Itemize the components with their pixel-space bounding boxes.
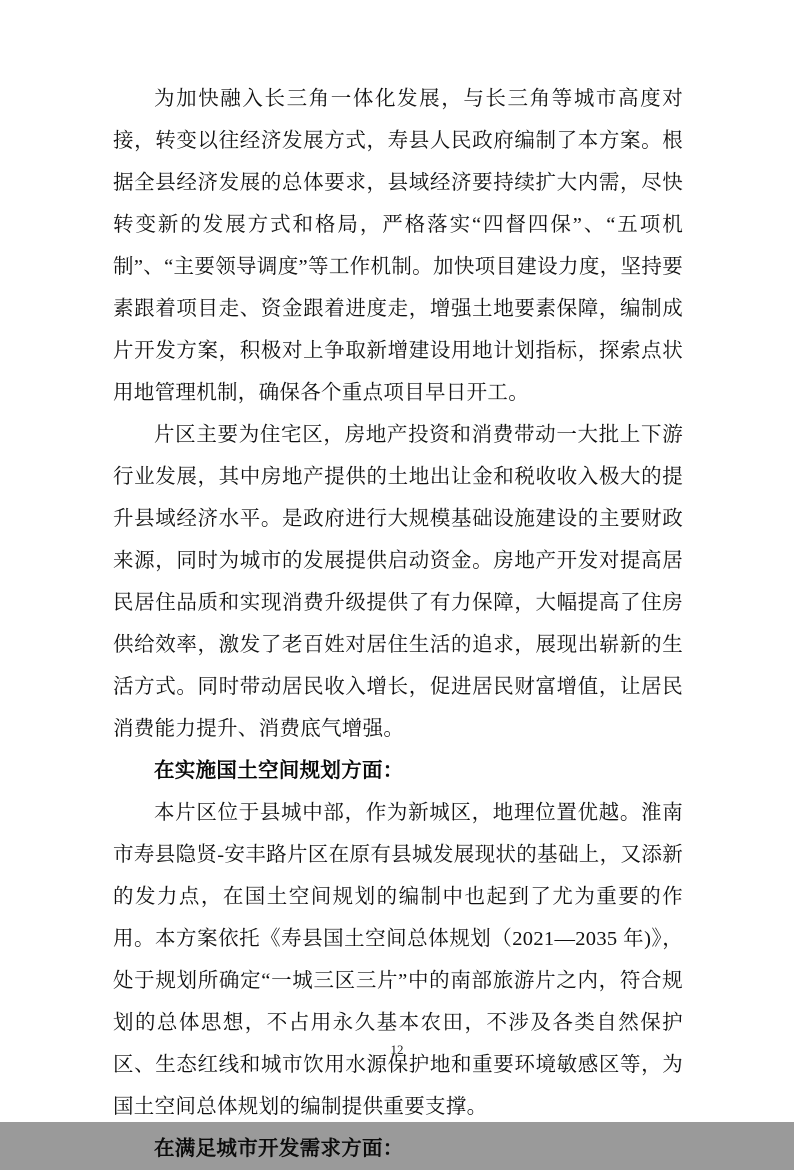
paragraph-1: 为加快融入长三角一体化发展，与长三角等城市高度对接，转变以往经济发展方式，寿县人民政府编制了本方案。根据全县经济发展的总体要求，县域经济要持续扩大内需，尽快转变新的发展方式和格局，严格落实“四督四保”、“五项机制”、“主要领导调度”等工作机制。加快项目建设力度，坚持要素跟着项目走、资金跟着进度走，增强土地要素保障，编制成片开发方案，积极对上争取新增建设用地计划指标，探索点状用地管理机制，确保各个重点项目早日开工。 [113, 88, 683, 404]
section-heading-1: 在实施国土空间规划方面： [154, 759, 404, 782]
page-number: 12 [390, 1042, 404, 1057]
paragraph-2: 片区主要为住宅区，房地产投资和消费带动一大批上下游行业发展，其中房地产提供的土地出让金和税收收入极大的提升县域经济水平。是政府进行大规模基础设施建设的主要财政来源，同时为城市的发展提供启动资金。房地产开发对提高居民居住品质和实现消费升级提供了有力保障，大幅提高了住房供给效率，激发了老百姓对居住生活的追求，展现出崭新的生活方式。同时带动居民收入增长，促进居民财富增值，让居民消费能力提升、消费底气增强。 [113, 424, 683, 740]
paragraph-3: 本片区位于县城中部，作为新城区，地理位置优越。淮南市寿县隐贤-安丰路片区在原有县城发展现状的基础上，又添新的发力点，在国土空间规划的编制中也起到了尤为重要的作用。本方案依托《寿县国土空间总体规划（2021—2035 年)》，处于规划所确定“一城三区三片”中的南部旅游片之内，符合规划的总体思想，不占用永久基本农田，不涉及各类自然保护区、生态红线和城市饮用水源保护地和重要环境敏感区等，为国土空间总体规划的编制提供重要支撑。 [113, 802, 683, 1118]
section-heading-2: 在满足城市开发需求方面： [154, 1137, 404, 1160]
page-body [113, 78, 683, 1170]
